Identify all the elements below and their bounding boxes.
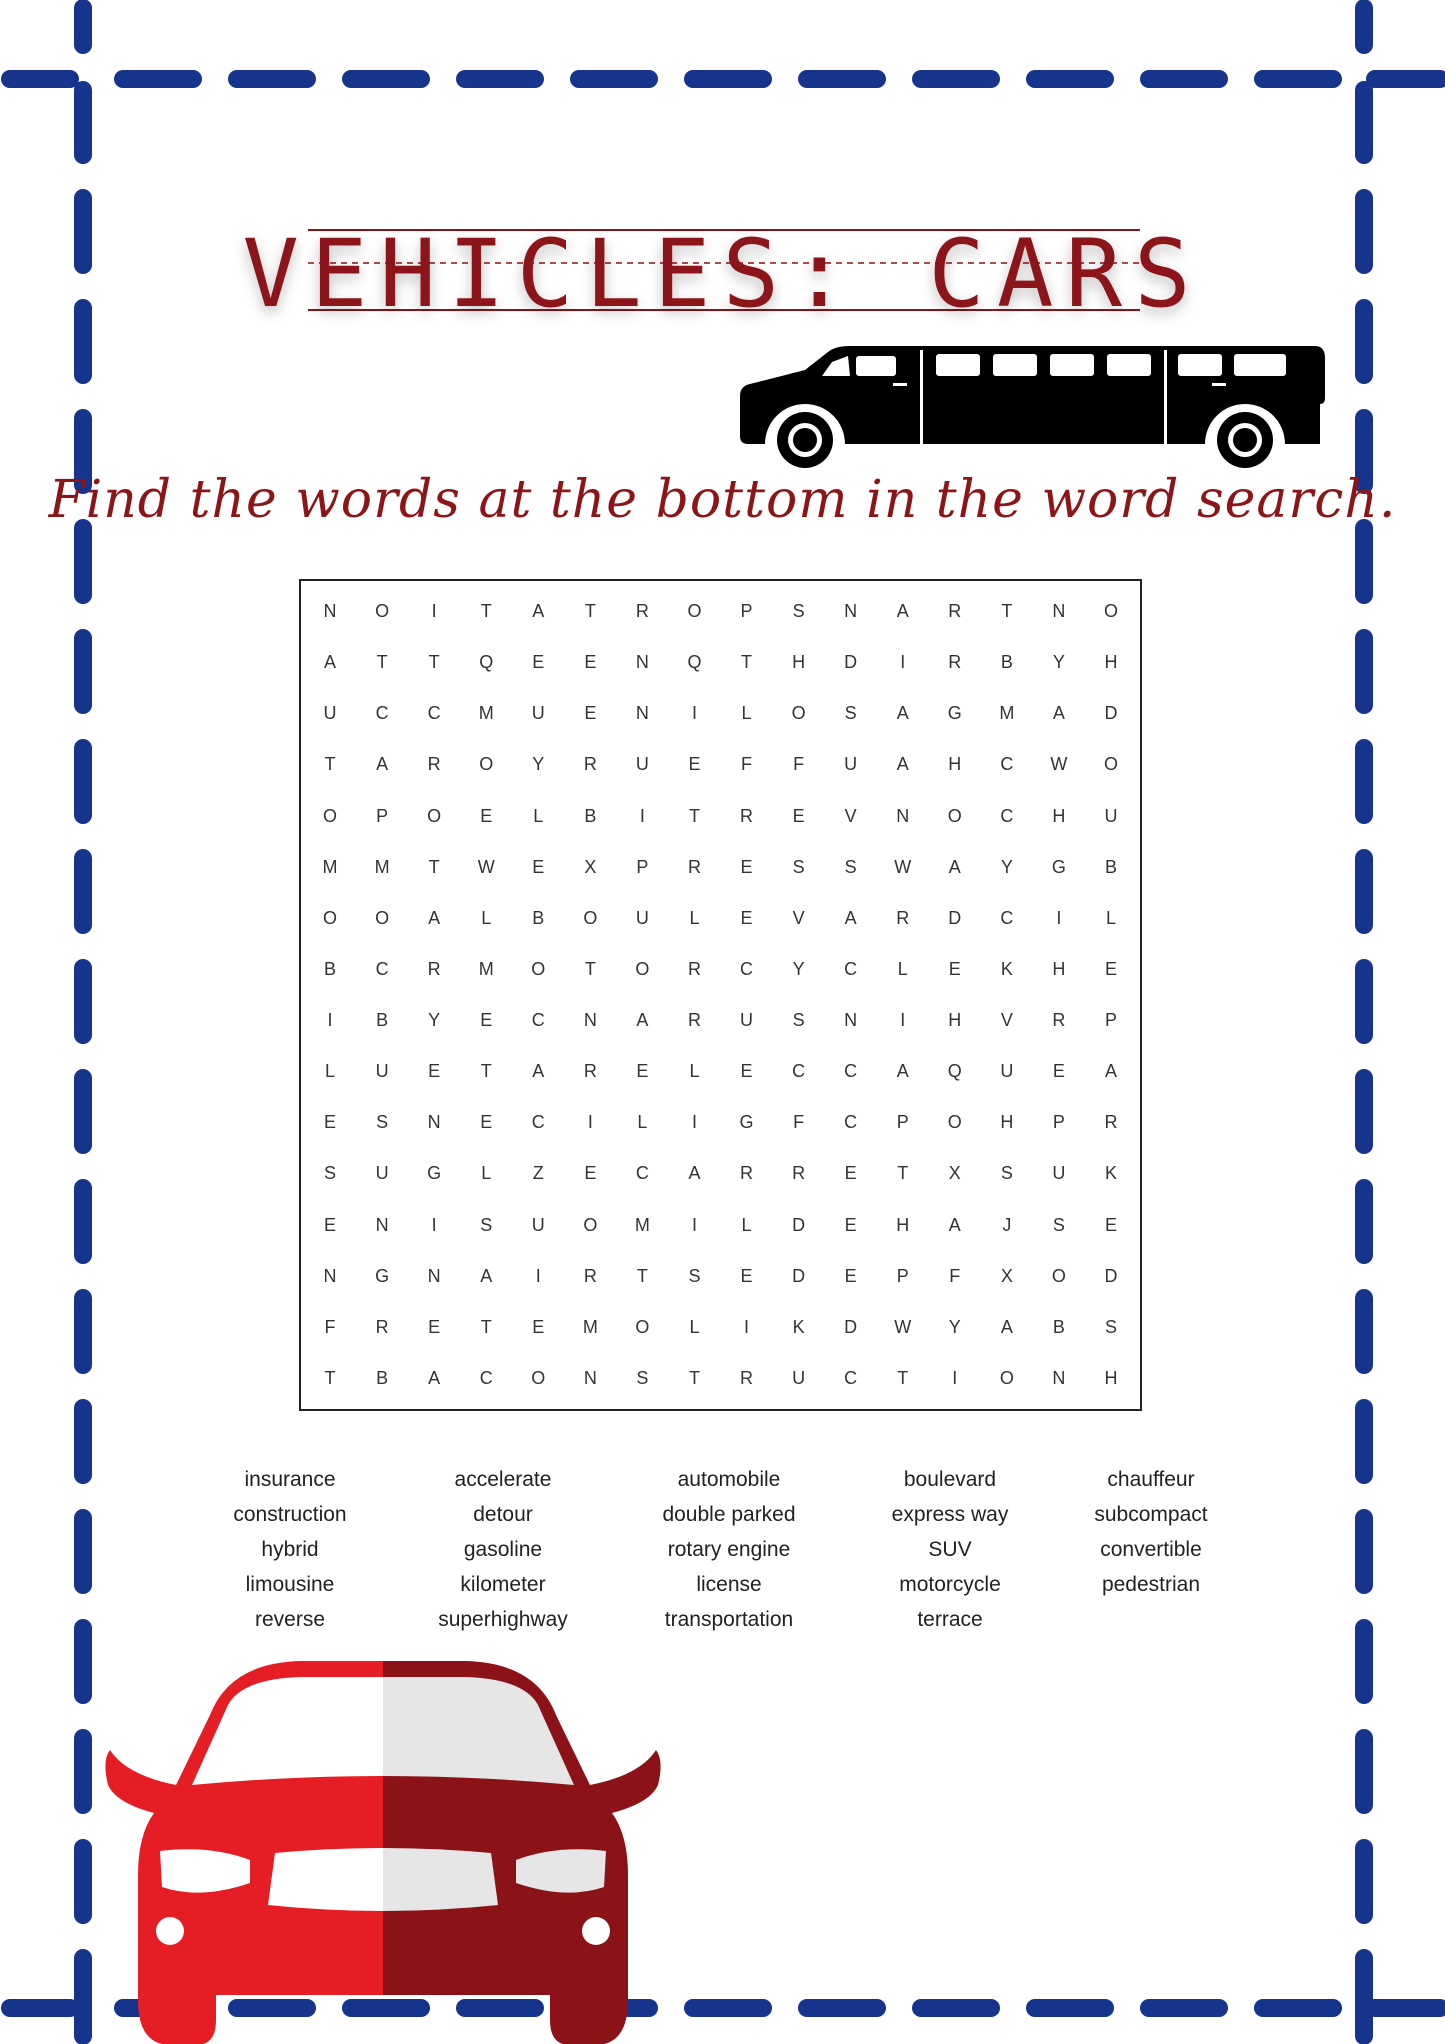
word-column xyxy=(1058,1462,1244,1637)
page-title: VEHICLES: CARS xyxy=(242,220,1203,329)
grid-letter: A xyxy=(896,754,909,775)
grid-letter: L xyxy=(741,1214,752,1235)
grid-letter: S xyxy=(636,1367,649,1388)
grid-letter: M xyxy=(634,1214,650,1235)
grid-letter: C xyxy=(479,1367,493,1388)
grid-letter: R xyxy=(1052,1010,1066,1031)
grid-letter: M xyxy=(478,703,494,724)
grid-letter: O xyxy=(375,601,390,622)
grid-letter: I xyxy=(639,805,645,826)
grid-letter: W xyxy=(477,856,495,877)
grid-letter: Y xyxy=(1052,652,1065,673)
grid-letter: M xyxy=(582,1316,598,1337)
grid-letter: S xyxy=(792,1010,805,1031)
grid-letter: P xyxy=(896,1112,909,1133)
grid-letter: Y xyxy=(532,754,545,775)
grid-letter: R xyxy=(687,856,701,877)
grid-letter: N xyxy=(896,805,910,826)
grid-letter: A xyxy=(688,1163,701,1184)
grid-letter: D xyxy=(844,1316,858,1337)
grid-letter: Q xyxy=(687,652,702,673)
grid-letter: F xyxy=(741,754,753,775)
grid-letter: R xyxy=(583,1061,597,1082)
word-list-item: terrace xyxy=(917,1608,983,1631)
word-list-item: rotary engine xyxy=(667,1538,791,1561)
grid-letter: S xyxy=(1052,1214,1065,1235)
grid-letter: N xyxy=(323,601,337,622)
grid-letter: F xyxy=(949,1265,961,1286)
grid-letter: O xyxy=(583,907,598,928)
grid-letter: T xyxy=(480,1316,492,1337)
grid-letter: V xyxy=(1000,1010,1013,1031)
grid-letter: Z xyxy=(532,1163,544,1184)
grid-letter: I xyxy=(431,1214,437,1235)
grid-letter: R xyxy=(792,1163,806,1184)
grid-letter: U xyxy=(375,1061,389,1082)
grid-letter: H xyxy=(792,652,806,673)
grid-letter: B xyxy=(584,805,597,826)
grid-letter: N xyxy=(844,1010,858,1031)
grid-letter: E xyxy=(740,907,753,928)
red-car-icon xyxy=(100,1655,670,2044)
grid-letter: P xyxy=(896,1265,909,1286)
grid-letter: O xyxy=(635,1316,650,1337)
grid-letter: R xyxy=(635,601,649,622)
grid-letter: A xyxy=(532,1061,545,1082)
grid-letter: P xyxy=(1052,1112,1065,1133)
grid-letter: T xyxy=(1001,601,1013,622)
grid-letter: C xyxy=(1000,754,1014,775)
grid-letter: I xyxy=(327,1010,333,1031)
grid-letter: I xyxy=(691,1214,697,1235)
grid-letter: O xyxy=(1103,754,1118,775)
grid-letter: S xyxy=(480,1214,493,1235)
grid-letter: X xyxy=(948,1163,961,1184)
grid-letter: M xyxy=(374,856,390,877)
word-list-item: license xyxy=(696,1573,762,1596)
word-list xyxy=(190,1462,1280,1637)
grid-letter: O xyxy=(947,805,962,826)
word-list-item: construction xyxy=(233,1503,347,1526)
grid-letter: U xyxy=(531,703,545,724)
grid-letter: E xyxy=(844,1163,857,1184)
grid-letter: R xyxy=(375,1316,389,1337)
grid-letter: E xyxy=(1104,1214,1117,1235)
word-list-item: boulevard xyxy=(903,1468,997,1491)
grid-letter: B xyxy=(1104,856,1117,877)
grid-letter: P xyxy=(636,856,649,877)
word-list-item: hybrid xyxy=(261,1538,319,1561)
grid-letter: L xyxy=(689,1316,700,1337)
word-list-item: limousine xyxy=(245,1573,335,1596)
grid-letter: C xyxy=(1000,907,1014,928)
grid-letter: X xyxy=(584,856,597,877)
grid-letter: C xyxy=(427,703,441,724)
instruction-text: Find the words at the bottom in the word search. xyxy=(48,470,1397,530)
word-list-item: gasoline xyxy=(463,1538,543,1561)
grid-letter: L xyxy=(741,703,752,724)
grid-letter: F xyxy=(324,1316,336,1337)
grid-letter: S xyxy=(688,1265,701,1286)
word-list-item: motorcycle xyxy=(899,1573,1001,1596)
grid-letter: T xyxy=(324,754,336,775)
grid-letter: C xyxy=(844,1112,858,1133)
grid-letter: O xyxy=(947,1112,962,1133)
grid-letter: E xyxy=(428,1316,441,1337)
grid-letter: T xyxy=(480,1061,492,1082)
grid-letter: I xyxy=(1056,907,1062,928)
grid-letter: E xyxy=(740,1265,753,1286)
grid-letter: R xyxy=(687,958,701,979)
grid-letter: P xyxy=(376,805,389,826)
grid-letter: T xyxy=(636,1265,648,1286)
grid-letter: O xyxy=(687,601,702,622)
grid-letter: N xyxy=(1052,601,1066,622)
grid-letter: A xyxy=(1104,1061,1117,1082)
grid-letter: N xyxy=(583,1367,597,1388)
grid-letter: B xyxy=(532,907,545,928)
grid-letter: G xyxy=(739,1112,754,1133)
grid-letter: I xyxy=(691,1112,697,1133)
grid-letter: L xyxy=(533,805,544,826)
grid-letter: O xyxy=(999,1367,1014,1388)
grid-letter: X xyxy=(1000,1265,1013,1286)
grid-letter: M xyxy=(999,703,1015,724)
grid-letter: K xyxy=(1000,958,1013,979)
grid-letter: R xyxy=(583,1265,597,1286)
word-column xyxy=(190,1462,390,1637)
grid-letter: T xyxy=(688,1367,700,1388)
grid-letter: R xyxy=(896,907,910,928)
grid-letter: O xyxy=(375,907,390,928)
grid-letter: C xyxy=(844,958,858,979)
grid-letter: J xyxy=(1002,1214,1012,1235)
grid-letter: A xyxy=(428,907,441,928)
grid-letter: S xyxy=(1104,1316,1117,1337)
grid-letter: T xyxy=(428,856,440,877)
grid-letter: C xyxy=(844,1061,858,1082)
letter-grid xyxy=(301,581,1140,1409)
grid-letter: E xyxy=(792,805,805,826)
grid-letter: G xyxy=(427,1163,442,1184)
grid-letter: A xyxy=(376,754,389,775)
grid-letter: C xyxy=(375,958,389,979)
grid-letter: S xyxy=(792,856,805,877)
grid-letter: E xyxy=(948,958,961,979)
grid-letter: S xyxy=(844,856,857,877)
grid-letter: O xyxy=(531,1367,546,1388)
grid-letter: E xyxy=(480,805,493,826)
word-list-item: reverse xyxy=(254,1608,326,1631)
word-list-item: superhighway xyxy=(438,1608,568,1631)
grid-letter: D xyxy=(792,1214,806,1235)
grid-letter: E xyxy=(480,1010,493,1031)
grid-letter: N xyxy=(427,1112,441,1133)
grid-letter: U xyxy=(375,1163,389,1184)
grid-letter: O xyxy=(479,754,494,775)
grid-letter: W xyxy=(894,856,912,877)
grid-letter: O xyxy=(635,958,650,979)
grid-letter: A xyxy=(896,1061,909,1082)
grid-letter: T xyxy=(741,652,753,673)
grid-letter: B xyxy=(376,1367,389,1388)
grid-letter: R xyxy=(427,754,441,775)
grid-letter: C xyxy=(844,1367,858,1388)
grid-letter: S xyxy=(1000,1163,1013,1184)
grid-letter: N xyxy=(635,652,649,673)
grid-letter: I xyxy=(587,1112,593,1133)
grid-letter: G xyxy=(1051,856,1066,877)
grid-letter: K xyxy=(1104,1163,1117,1184)
grid-letter: A xyxy=(844,907,857,928)
grid-letter: L xyxy=(689,1061,700,1082)
grid-letter: U xyxy=(844,754,858,775)
grid-letter: T xyxy=(897,1163,909,1184)
grid-letter: N xyxy=(427,1265,441,1286)
grid-letter: A xyxy=(480,1265,493,1286)
grid-letter: C xyxy=(531,1010,545,1031)
grid-letter: U xyxy=(531,1214,545,1235)
grid-letter: N xyxy=(583,1010,597,1031)
grid-letter: A xyxy=(896,601,909,622)
grid-letter: R xyxy=(427,958,441,979)
word-list-item: kilometer xyxy=(460,1573,546,1596)
grid-letter: B xyxy=(324,958,337,979)
grid-letter: F xyxy=(793,754,805,775)
grid-letter: O xyxy=(427,805,442,826)
grid-letter: R xyxy=(948,601,962,622)
grid-letter: E xyxy=(532,1316,545,1337)
grid-letter: P xyxy=(740,601,753,622)
grid-letter: E xyxy=(740,856,753,877)
grid-letter: D xyxy=(844,652,858,673)
grid-letter: I xyxy=(691,703,697,724)
word-list-item: pedestrian xyxy=(1101,1573,1201,1596)
grid-letter: W xyxy=(1050,754,1068,775)
grid-letter: T xyxy=(324,1367,336,1388)
word-column xyxy=(616,1462,842,1637)
grid-letter: E xyxy=(532,856,545,877)
grid-letter: E xyxy=(584,1163,597,1184)
grid-letter: E xyxy=(636,1061,649,1082)
grid-letter: S xyxy=(324,1163,337,1184)
word-list-item: double parked xyxy=(662,1503,796,1526)
grid-letter: M xyxy=(322,856,338,877)
grid-letter: A xyxy=(532,601,545,622)
grid-letter: E xyxy=(532,652,545,673)
grid-letter: L xyxy=(325,1061,336,1082)
grid-letter: L xyxy=(897,958,908,979)
grid-letter: Q xyxy=(479,652,494,673)
word-column xyxy=(842,1462,1058,1637)
grid-letter: B xyxy=(376,1010,389,1031)
grid-letter: M xyxy=(478,958,494,979)
grid-letter: S xyxy=(844,703,857,724)
word-list-item: convertible xyxy=(1100,1538,1202,1561)
grid-letter: L xyxy=(689,907,700,928)
grid-letter: H xyxy=(1104,652,1118,673)
grid-letter: L xyxy=(481,1163,492,1184)
grid-letter: A xyxy=(948,856,961,877)
grid-letter: N xyxy=(375,1214,389,1235)
grid-letter: I xyxy=(535,1265,541,1286)
grid-letter: T xyxy=(428,652,440,673)
grid-letter: O xyxy=(1103,601,1118,622)
grid-letter: U xyxy=(323,703,337,724)
grid-letter: T xyxy=(584,601,596,622)
grid-letter: E xyxy=(688,754,701,775)
grid-letter: H xyxy=(948,754,962,775)
grid-letter: L xyxy=(481,907,492,928)
grid-letter: W xyxy=(894,1316,912,1337)
grid-letter: B xyxy=(1000,652,1013,673)
word-list-item: insurance xyxy=(244,1468,336,1491)
grid-letter: I xyxy=(952,1367,958,1388)
grid-letter: U xyxy=(792,1367,806,1388)
grid-letter: D xyxy=(948,907,962,928)
grid-letter: O xyxy=(791,703,806,724)
word-list-item: accelerate xyxy=(454,1468,552,1491)
grid-letter: B xyxy=(1052,1316,1065,1337)
grid-letter: U xyxy=(635,754,649,775)
grid-letter: E xyxy=(324,1214,337,1235)
grid-letter: H xyxy=(896,1214,910,1235)
grid-letter: Q xyxy=(947,1061,962,1082)
grid-letter: R xyxy=(1104,1112,1118,1133)
grid-letter: O xyxy=(323,907,338,928)
grid-letter: H xyxy=(1000,1112,1014,1133)
grid-letter: A xyxy=(896,703,909,724)
grid-letter: A xyxy=(1052,703,1065,724)
grid-letter: U xyxy=(740,1010,754,1031)
grid-letter: A xyxy=(636,1010,649,1031)
grid-letter: O xyxy=(323,805,338,826)
grid-letter: O xyxy=(583,1214,598,1235)
grid-letter: Y xyxy=(1000,856,1013,877)
grid-letter: H xyxy=(1052,805,1066,826)
grid-letter: R xyxy=(583,754,597,775)
grid-letter: T xyxy=(376,652,388,673)
grid-letter: E xyxy=(428,1061,441,1082)
grid-letter: R xyxy=(687,1010,701,1031)
grid-letter: U xyxy=(1104,805,1118,826)
word-list-item: detour xyxy=(473,1503,533,1526)
grid-letter: C xyxy=(1000,805,1014,826)
grid-letter: E xyxy=(740,1061,753,1082)
grid-letter: H xyxy=(1052,958,1066,979)
grid-letter: E xyxy=(480,1112,493,1133)
grid-letter: C xyxy=(531,1112,545,1133)
grid-letter: S xyxy=(792,601,805,622)
grid-letter: R xyxy=(948,652,962,673)
grid-letter: P xyxy=(1104,1010,1117,1031)
grid-letter: A xyxy=(1000,1316,1013,1337)
grid-letter: S xyxy=(376,1112,389,1133)
grid-letter: T xyxy=(897,1367,909,1388)
grid-letter: A xyxy=(324,652,337,673)
grid-letter: R xyxy=(740,805,754,826)
grid-letter: E xyxy=(1052,1061,1065,1082)
grid-letter: E xyxy=(324,1112,337,1133)
grid-letter: I xyxy=(744,1316,750,1337)
word-search-grid xyxy=(299,579,1142,1411)
grid-letter: T xyxy=(480,601,492,622)
grid-letter: C xyxy=(740,958,754,979)
grid-letter: E xyxy=(584,703,597,724)
grid-letter: L xyxy=(637,1112,648,1133)
grid-letter: K xyxy=(792,1316,805,1337)
grid-letter: T xyxy=(688,805,700,826)
grid-letter: T xyxy=(584,958,596,979)
word-list-item: transportation xyxy=(664,1608,794,1631)
grid-letter: A xyxy=(428,1367,441,1388)
word-list-item: chauffeur xyxy=(1107,1468,1195,1491)
grid-letter: V xyxy=(844,805,857,826)
word-list-item: subcompact xyxy=(1094,1503,1208,1526)
grid-letter: C xyxy=(635,1163,649,1184)
grid-letter: U xyxy=(1000,1061,1014,1082)
grid-letter: A xyxy=(948,1214,961,1235)
grid-letter: I xyxy=(900,652,906,673)
word-list-item: automobile xyxy=(677,1468,781,1491)
grid-letter: G xyxy=(375,1265,390,1286)
grid-letter: R xyxy=(740,1367,754,1388)
grid-letter: Y xyxy=(948,1316,961,1337)
word-list-item: SUV xyxy=(928,1538,972,1561)
grid-letter: N xyxy=(323,1265,337,1286)
grid-letter: N xyxy=(1052,1367,1066,1388)
grid-letter: U xyxy=(1052,1163,1066,1184)
grid-letter: E xyxy=(844,1214,857,1235)
grid-letter: N xyxy=(844,601,858,622)
grid-letter: E xyxy=(1104,958,1117,979)
grid-letter: C xyxy=(792,1061,806,1082)
grid-letter: O xyxy=(531,958,546,979)
limousine-icon xyxy=(740,338,1325,468)
grid-letter: C xyxy=(375,703,389,724)
grid-letter: H xyxy=(1104,1367,1118,1388)
grid-letter: D xyxy=(1104,1265,1118,1286)
grid-letter: U xyxy=(635,907,649,928)
grid-letter: G xyxy=(947,703,962,724)
grid-letter: F xyxy=(793,1112,805,1133)
grid-letter: I xyxy=(431,601,437,622)
grid-letter: N xyxy=(635,703,649,724)
word-column xyxy=(390,1462,616,1637)
word-list-item: express way xyxy=(891,1503,1009,1526)
grid-letter: Y xyxy=(792,958,805,979)
grid-letter: E xyxy=(584,652,597,673)
grid-letter: R xyxy=(740,1163,754,1184)
grid-letter: V xyxy=(792,907,805,928)
grid-letter: H xyxy=(948,1010,962,1031)
grid-letter: E xyxy=(844,1265,857,1286)
grid-letter: O xyxy=(1051,1265,1066,1286)
grid-letter: D xyxy=(792,1265,806,1286)
grid-letter: L xyxy=(1105,907,1116,928)
grid-letter: Y xyxy=(428,1010,441,1031)
grid-letter: I xyxy=(900,1010,906,1031)
grid-letter: D xyxy=(1104,703,1118,724)
